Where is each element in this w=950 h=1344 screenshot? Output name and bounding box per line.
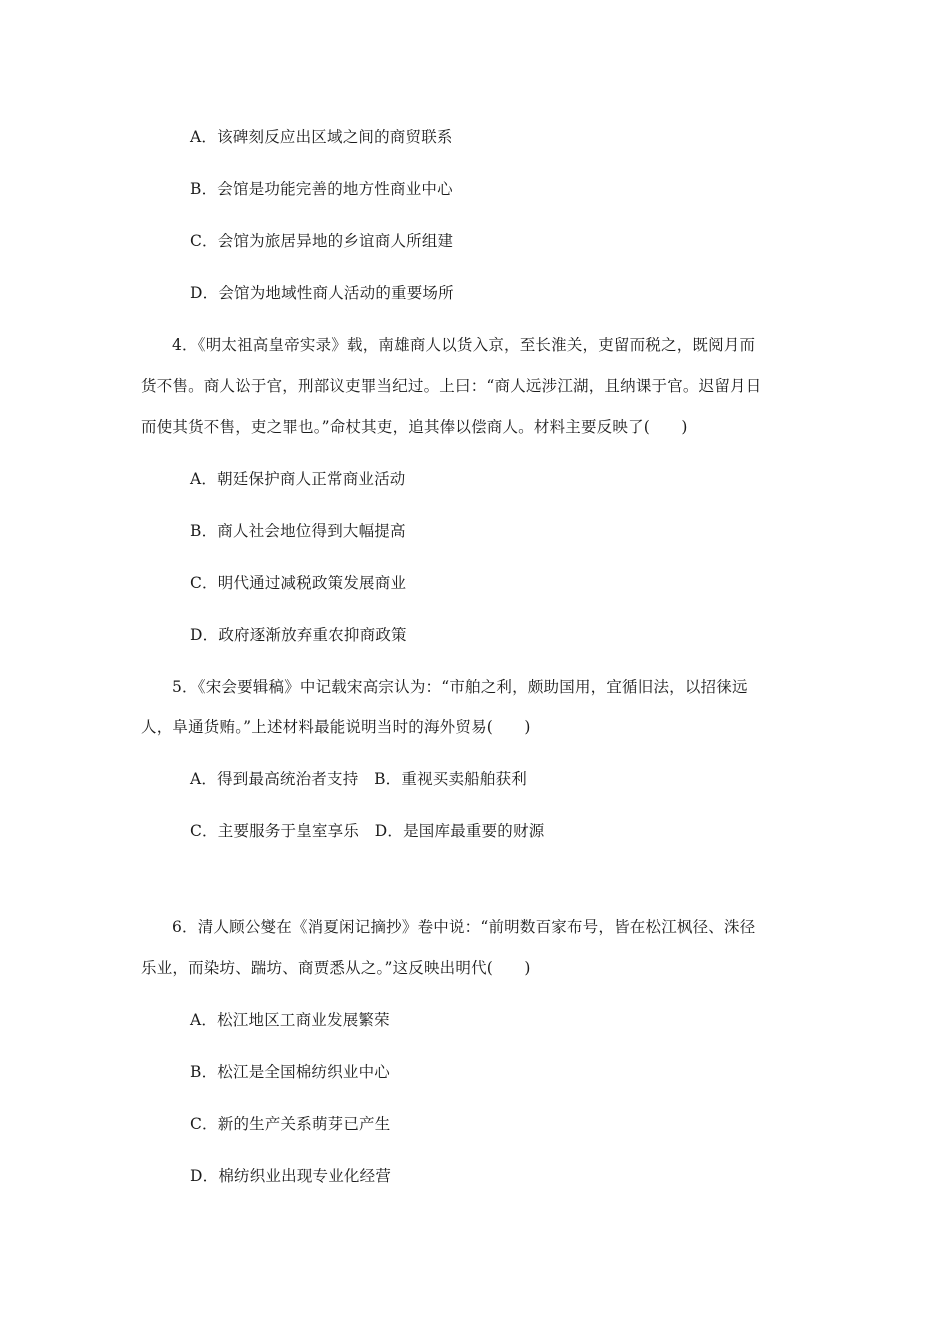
q3-option-c: C．会馆为旅居异地的乡谊商人所组建 [190, 232, 454, 250]
q6-stem-line-2: 乐业，而染坊、踹坊、商贾悉从之。”这反映出明代( ) [141, 959, 531, 977]
q4-option-b: B．商人社会地位得到大幅提高 [190, 522, 406, 540]
q5-options-row-2: C．主要服务于皇室享乐 D．是国库最重要的财源 [190, 822, 545, 840]
q5-stem-line-1: 5．《宋会要辑稿》中记载宋高宗认为：“市舶之利，颇助国用，宜循旧法，以招徕远 [172, 678, 748, 696]
q4-option-d: D．政府逐渐放弃重农抑商政策 [190, 626, 407, 644]
q6-option-b: B．松江是全国棉纺织业中心 [190, 1063, 390, 1081]
q4-option-a: A．朝廷保护商人正常商业活动 [190, 470, 406, 488]
q6-option-c: C．新的生产关系萌芽已产生 [190, 1115, 391, 1133]
q3-option-b: B．会馆是功能完善的地方性商业中心 [190, 180, 453, 198]
q4-stem-line-3: 而使其货不售，吏之罪也。”命杖其吏，追其俸以偿商人。材料主要反映了( ) [141, 418, 688, 436]
q6-option-a: A．松江地区工商业发展繁荣 [190, 1011, 390, 1029]
q4-stem-line-1: 4．《明太祖高皇帝实录》载，南雄商人以货入京，至长淮关，吏留而税之，既阅月而 [172, 336, 756, 354]
q4-stem-line-2: 货不售。商人讼于官，刑部议吏罪当纪过。上曰：“商人远涉江湖，且纳课于官。迟留月日 [141, 377, 762, 395]
q6-stem-line-1: 6．清人顾公燮在《消夏闲记摘抄》卷中说：“前明数百家布号，皆在松江枫径、洙径 [172, 918, 756, 936]
q3-option-d: D．会馆为地域性商人活动的重要场所 [190, 284, 454, 302]
q5-options-row-1: A．得到最高统治者支持 B．重视买卖船舶获利 [190, 770, 527, 788]
q3-option-a: A．该碑刻反应出区域之间的商贸联系 [190, 128, 453, 146]
q5-stem-line-2: 人，阜通货贿。”上述材料最能说明当时的海外贸易( ) [141, 718, 531, 736]
q6-option-d: D．棉纺织业出现专业化经营 [190, 1167, 392, 1185]
q4-option-c: C．明代通过减税政策发展商业 [190, 574, 407, 592]
